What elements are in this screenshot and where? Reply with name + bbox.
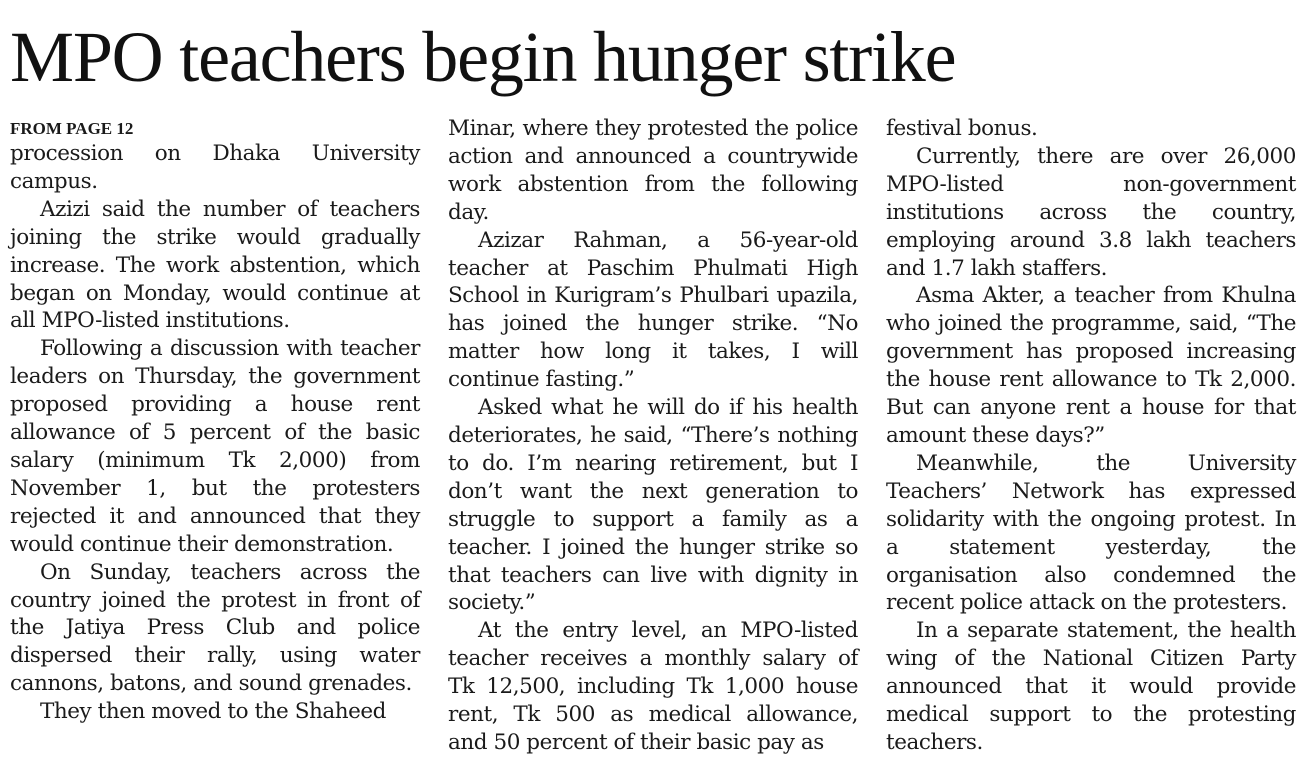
article-column-1 [10,115,420,726]
paragraph: festival bonus. [886,116,1038,141]
paragraph: In a separate statement, the health wing of the National Citizen Party announced that it would provide medical support to the protesting teachers. [886,618,1296,755]
continued-from-kicker: FROM PAGE 12 [10,119,134,138]
paragraph: Currently, there are over 26,000 MPO-listed non-government institutions across the country, employing around 3.8 lakh teachers and 1.7 lakh staffers. [886,143,1296,281]
paragraph: procession on Dhaka University campus. [10,141,420,194]
headline: MPO teachers begin hunger strike [10,17,956,97]
paragraph: Asked what he will do if his health deteriorates, he said, “There’s nothing to do. I’m nearing retirement, but I don’t want the next generation to struggle to support a family as a teacher. I joined the hunger strike so that teachers can live with dignity in society.” [448,395,858,616]
paragraph: Asma Akter, a teacher from Khulna who joined the programme, said, “The government has proposed increasing the house rent allowance to Tk 2,000. But can anyone rent a house for that amount these days?” [886,283,1296,448]
paragraph: Minar, where they protested the police action and announced a countrywide work abstention from the following day. [448,116,858,225]
article-column-2 [448,115,858,757]
paragraph: Meanwhile, the University Teachers’ Network has expressed solidarity with the ongoing protest. In a statement yesterday, the organisation also condemned the recent police attack on the protesters. [886,450,1296,616]
paragraph: Following a discussion with teacher leaders on Thursday, the government proposed providing a house rent allowance of 5 percent of the basic salary (minimum Tk 2,000) from November 1, but the protesters rejected it and announced that they would continue their demonstration. [10,336,420,557]
article-column-3 [886,115,1296,757]
paragraph: They then moved to the Shaheed [40,699,386,725]
paragraph: Azizi said the number of teachers joining the strike would gradually increase. The work abstention, which began on Monday, would continue at all MPO-listed institutions. [10,196,420,334]
paragraph: Azizar Rahman, a 56-year-old teacher at Paschim Phulmati High School in Kurigram’s Phulbari upazila, has joined the hunger strike. “No matter how long it takes, I will continue fasting.” [448,227,858,393]
paragraph: At the entry level, an MPO-listed teacher receives a monthly salary of Tk 12,500, including Tk 1,000 house rent, Tk 500 as medical allowance, and 50 percent of their basic pay as [448,618,858,755]
paragraph: On Sunday, teachers across the country joined the protest in front of the Jatiya Press Club and police dispersed their rally, using water cannons, batons, and sound grenades. [10,559,420,697]
